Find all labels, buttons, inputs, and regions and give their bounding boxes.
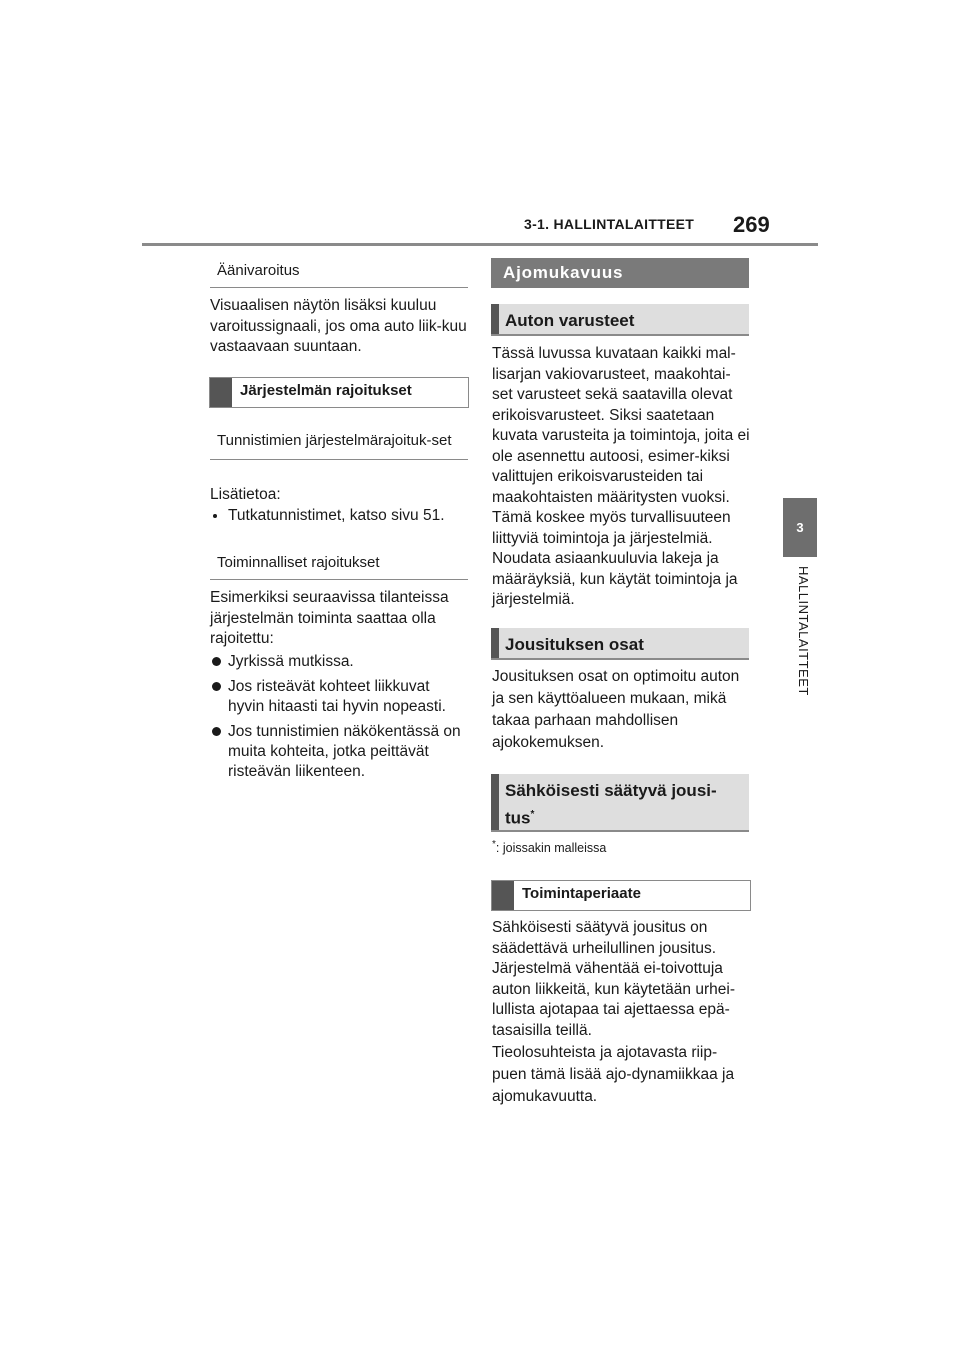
list-item-text: Jos risteävät kohteet liikkuvat hyvin hitaasti tai hyvin nopeasti. [228,678,446,715]
paragraph-tieolosuhteista: Tieolosuhteista ja ajotavasta riip-puen tämä lisää ajo-dynamiikkaa ja ajomukavuutta. [492,1044,735,1105]
list-item-text: Jos tunnistimien näkökentässä on muita kohteita, jotka peittävät risteävän liikenteen. [228,723,461,780]
heading-toiminnalliset: Toiminnalliset rajoitukset [210,554,468,580]
footnote-asterisk: * [492,839,496,850]
bullet-dot [213,514,217,518]
heading-text: Jousituksen osat [505,635,644,654]
reference-item [210,506,468,527]
heading-marker [491,774,499,830]
heading-text: Toimintaperiaate [522,885,641,902]
bullet-list [210,652,468,787]
reference-text: Tutkatunnistimet, katso sivu 51. [228,507,445,524]
paragraph-tassa-luvussa: Tässä luvussa kuvataan kaikki mal-lisarjan vakiovarusteet, maakohtai-set varusteet sekä saatavilla olevat erikoisvarusteet. Siksi saatetaan kuvata varusteita ja toimintoja, joita ei ole asennettu autoosi, esimer-kiksi valittujen erikoisvarusteiden tai maakohtaisten määritysten vuoksi. Tämä koskee myös turvallisuuteen liittyviä toimintoja ja järjestelmiä. Noudata asiaankuuluvia lakeja ja määräyksiä, kun käytät toimintoja ja järjestelmiä. [492,345,750,608]
list-item [210,677,468,717]
heading-line2: tus [505,808,531,828]
bullet-dot [212,727,221,736]
heading-sahkoisesti-saatyva [491,774,749,832]
heading-marker [210,378,232,407]
heading-text: Auton varusteet [505,311,635,330]
page-number: 269 [733,212,770,237]
heading-marker [491,304,499,334]
heading-toimintaperiaate [491,880,751,911]
banner-ajomukavuus: Ajomukavuus [491,258,749,288]
paragraph-esimerkiksi: Esimerkiksi seuraavissa tilanteissa järjestelmän toiminta saattaa olla rajoitettu: [210,589,449,647]
heading-text [499,774,717,830]
heading-tunnistimien: Tunnistimien järjestelmärajoituk-set [210,431,468,460]
paragraph-visuaalisen: Visuaalisen näytön lisäksi kuuluu varoitussignaali, jos oma auto liik-kuu vastaavaan suuntaan. [210,297,467,355]
heading-line1: Sähköisesti säätyvä jousi- [505,781,717,800]
bullet-dot [212,657,221,666]
heading-auton-varusteet [491,304,749,336]
heading-text: Järjestelmän rajoitukset [240,382,412,399]
heading-jousituksen-osat [491,628,749,660]
footnote [492,839,750,855]
bullet-dot [212,682,221,691]
paragraph-jousituksen-osat: Jousituksen osat on optimoitu auton ja sen käyttöalueen mukaan, mikä takaa parhaan mahdollisen ajokokemuksen. [492,668,740,751]
header-section-title: 3-1. HALLINTALAITTEET [524,216,695,232]
heading-marker [492,881,514,910]
list-item [210,722,468,782]
paragraph-sahkoisesti: Sähköisesti säätyvä jousitus on säädettävä urheilullinen jousitus. Järjestelmä vähentää ei-toivottuja auton liikkeitä, kun käytetään urhei-lullista ajotapaa tai ajettaessa epä-tasaisilla teillä. [492,919,735,1039]
heading-jarjestelman-rajoitukset [209,377,469,408]
footnote-text: : joissakin malleissa [495,841,607,856]
footnote-marker: * [530,809,535,820]
list-item-text: Jyrkissä mutkissa. [228,653,354,670]
chapter-tab-number: 3 [783,498,817,557]
header-rule [142,243,818,246]
heading-aanivaroitus: Äänivaroitus [210,262,468,288]
chapter-tab-label: HALLINTALAITTEET [796,566,811,696]
heading-marker [491,628,499,658]
list-item [210,652,468,672]
paragraph-lisatietoa: Lisätietoa: [210,486,281,503]
